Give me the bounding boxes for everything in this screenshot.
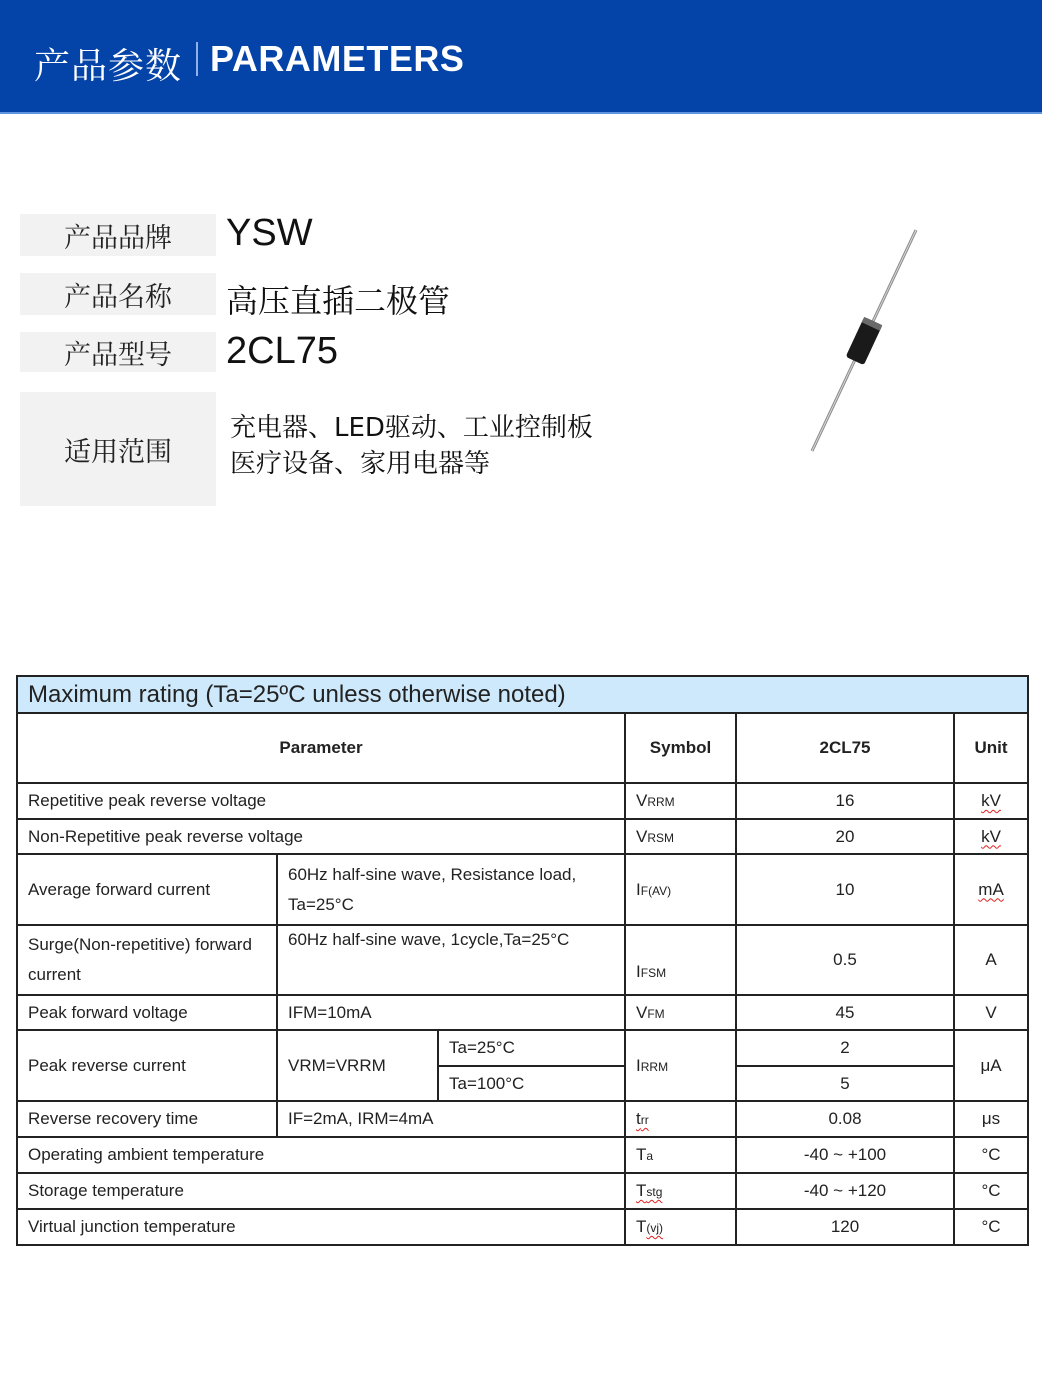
header-banner bbox=[0, 0, 1042, 114]
table-row bbox=[17, 854, 1028, 925]
unit-cell: V bbox=[954, 995, 1028, 1030]
table-row bbox=[17, 1137, 1028, 1173]
param-cell: Repetitive peak reverse voltage bbox=[17, 783, 625, 819]
value-cell: -40 ~ +100 bbox=[736, 1137, 954, 1173]
table-title: Maximum rating (Ta=25ºC unless otherwise noted) bbox=[17, 676, 1028, 713]
value-cell: 0.08 bbox=[736, 1101, 954, 1137]
param-cell: Average forward current bbox=[17, 854, 277, 925]
value-cell: 2 bbox=[736, 1030, 954, 1066]
value-cell: 5 bbox=[736, 1066, 954, 1101]
header-unit: Unit bbox=[954, 713, 1028, 783]
condition-sub-cell: Ta=25°C bbox=[438, 1030, 625, 1066]
table-row bbox=[17, 995, 1028, 1030]
table-row bbox=[17, 819, 1028, 854]
unit-cell: °C bbox=[954, 1209, 1028, 1245]
value-cell: 120 bbox=[736, 1209, 954, 1245]
header-parameter: Parameter bbox=[17, 713, 625, 783]
usage-line-2: 医疗设备、家用电器等 bbox=[230, 449, 491, 479]
symbol-cell: VRRM bbox=[625, 783, 736, 819]
condition-cell: IFM=10mA bbox=[277, 995, 625, 1030]
unit-cell: A bbox=[954, 925, 1028, 995]
product-name-value: 高压直插二极管 bbox=[226, 282, 451, 320]
banner-divider bbox=[196, 42, 198, 76]
usage-label: 适用范围 bbox=[20, 392, 216, 506]
unit-cell: mA bbox=[954, 854, 1028, 925]
symbol-cell: IRRM bbox=[625, 1030, 736, 1101]
value-cell: 20 bbox=[736, 819, 954, 854]
product-name-label: 产品名称 bbox=[20, 273, 216, 315]
model-value: 2CL75 bbox=[226, 330, 338, 372]
symbol-cell: VRSM bbox=[625, 819, 736, 854]
param-cell: Non-Repetitive peak reverse voltage bbox=[17, 819, 625, 854]
param-cell: Storage temperature bbox=[17, 1173, 625, 1209]
unit-cell: μs bbox=[954, 1101, 1028, 1137]
symbol-cell: VFM bbox=[625, 995, 736, 1030]
banner-title-en: PARAMETERS bbox=[210, 38, 465, 79]
condition-cell: 60Hz half-sine wave, 1cycle,Ta=25°C bbox=[277, 925, 625, 995]
condition-cell: 60Hz half-sine wave, Resistance load, Ta=25°C bbox=[277, 854, 625, 925]
value-cell: 45 bbox=[736, 995, 954, 1030]
unit-cell: kV bbox=[954, 783, 1028, 819]
header-symbol: Symbol bbox=[625, 713, 736, 783]
value-cell: 10 bbox=[736, 854, 954, 925]
unit-cell: μA bbox=[954, 1030, 1028, 1101]
condition-cell: IF=2mA, IRM=4mA bbox=[277, 1101, 625, 1137]
header-model: 2CL75 bbox=[736, 713, 954, 783]
symbol-cell: IF(AV) bbox=[625, 854, 736, 925]
symbol-cell: trr bbox=[625, 1101, 736, 1137]
symbol-cell: Ta bbox=[625, 1137, 736, 1173]
max-rating-table bbox=[16, 675, 1027, 1246]
value-cell: 0.5 bbox=[736, 925, 954, 995]
banner-title-cn: 产品参数 bbox=[34, 46, 183, 87]
table-row bbox=[17, 783, 1028, 819]
value-cell: 16 bbox=[736, 783, 954, 819]
symbol-cell: Tstg bbox=[625, 1173, 736, 1209]
param-cell: Virtual junction temperature bbox=[17, 1209, 625, 1245]
table-row bbox=[17, 1209, 1028, 1245]
param-cell: Reverse recovery time bbox=[17, 1101, 277, 1137]
table-row bbox=[17, 1173, 1028, 1209]
param-cell: Peak forward voltage bbox=[17, 995, 277, 1030]
symbol-cell: T(vj) bbox=[625, 1209, 736, 1245]
condition-cell: VRM=VRRM bbox=[277, 1030, 438, 1101]
usage-line-1: 充电器、LED驱动、工业控制板 bbox=[230, 413, 593, 443]
value-cell: -40 ~ +120 bbox=[736, 1173, 954, 1209]
model-label: 产品型号 bbox=[20, 332, 216, 372]
param-cell: Operating ambient temperature bbox=[17, 1137, 625, 1173]
unit-cell: kV bbox=[954, 819, 1028, 854]
table-row bbox=[17, 1101, 1028, 1137]
symbol-cell: IFSM bbox=[625, 925, 736, 995]
brand-label: 产品品牌 bbox=[20, 214, 216, 256]
table-row bbox=[17, 925, 1028, 995]
axial-diode-image bbox=[800, 225, 930, 455]
unit-cell: °C bbox=[954, 1173, 1028, 1209]
param-cell: Surge(Non-repetitive) forward current bbox=[17, 925, 277, 995]
condition-sub-cell: Ta=100°C bbox=[438, 1066, 625, 1101]
brand-value: YSW bbox=[226, 212, 313, 254]
table-row bbox=[17, 1030, 1028, 1066]
unit-cell: °C bbox=[954, 1137, 1028, 1173]
param-cell: Peak reverse current bbox=[17, 1030, 277, 1101]
usage-value bbox=[230, 410, 593, 482]
